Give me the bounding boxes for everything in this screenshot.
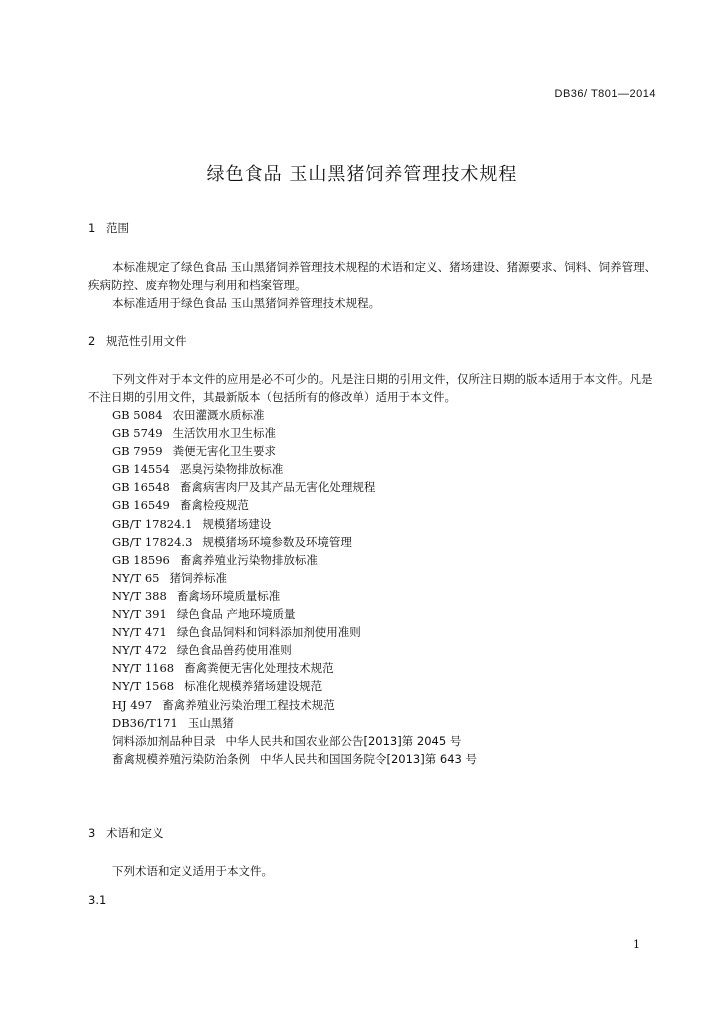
reference-item: [112, 677, 477, 695]
reference-title: 畜禽养殖业污染物排放标准: [179, 552, 318, 567]
reference-item: [112, 442, 477, 460]
reference-item: [112, 496, 477, 514]
reference-code: GB 5084: [112, 408, 163, 422]
reference-code: HJ 497: [112, 697, 153, 712]
reference-title: 恶臭污染物排放标准: [179, 462, 284, 477]
reference-item: [112, 587, 477, 605]
reference-code: GB 18596: [112, 552, 170, 567]
reference-code: GB 5749: [112, 426, 163, 441]
reference-title: 畜禽病害肉尸及其产品无害化处理规程: [179, 480, 376, 495]
section-number: 2: [88, 334, 96, 348]
reference-title: 畜禽场环境质量标准: [176, 588, 281, 603]
reference-code: NY/T 471: [112, 625, 167, 640]
reference-item: [112, 714, 477, 732]
reference-code: NY/T 391: [112, 607, 167, 622]
clause-number: 3.1: [88, 893, 107, 907]
section-heading-references: [88, 333, 187, 349]
reference-title: 畜禽检疫规范: [179, 498, 249, 513]
section-title: 范围: [106, 221, 129, 235]
reference-code: GB 7959: [112, 444, 163, 459]
reference-item: [112, 515, 477, 533]
terms-intro-paragraph: 下列术语和定义适用于本文件。: [112, 864, 273, 878]
reference-title: 玉山黑猪: [187, 715, 234, 730]
reference-title: 中华人民共和国农业部公告[2013]第 2045 号: [225, 733, 462, 748]
reference-title: 中华人民共和国国务院令[2013]第 643 号: [260, 751, 477, 766]
reference-item: [112, 696, 477, 714]
reference-code: GB/T 17824.3: [112, 534, 193, 549]
reference-code: GB 14554: [112, 462, 170, 477]
reference-item: [112, 641, 477, 659]
section-heading-terms: [88, 825, 164, 841]
reference-item: [112, 659, 477, 677]
reference-code: DB36/T171: [112, 715, 178, 730]
reference-list: [112, 406, 477, 768]
reference-code: NY/T 1168: [112, 661, 175, 676]
section-title: 规范性引用文件: [106, 334, 187, 348]
reference-title: 绿色食品饲料和饲料添加剂使用准则: [176, 625, 361, 640]
references-intro-paragraph: 下列文件对于本文件的应用是必不可少的。凡是注日期的引用文件，仅所注日期的版本适用于本文件。凡是不注日期的引用文件，其最新版本（包括所有的修改单）适用于本文件。: [88, 372, 653, 404]
reference-code: NY/T 388: [112, 588, 167, 603]
reference-item: [112, 460, 477, 478]
reference-item: [112, 750, 477, 768]
reference-title: 生活饮用水卫生标准: [172, 426, 277, 441]
reference-item: [112, 605, 477, 623]
reference-title: 规模猪场建设: [202, 516, 272, 531]
reference-code: 饲料添加剂品种目录: [112, 733, 216, 748]
reference-item: [112, 551, 477, 569]
reference-title: 农田灌溉水质标准: [172, 408, 265, 422]
reference-title: 粪便无害化卫生要求: [172, 444, 277, 459]
reference-code: NY/T 1568: [112, 679, 175, 694]
reference-title: 畜禽养殖业污染治理工程技术规范: [162, 697, 335, 712]
reference-code: GB 16548: [112, 480, 170, 495]
reference-item: [112, 623, 477, 641]
section-number: 3: [88, 826, 96, 840]
reference-item: [112, 533, 477, 551]
scope-paragraph-2: 本标准适用于绿色食品 玉山黑猪饲养管理技术规程。: [112, 296, 381, 310]
reference-title: 绿色食品兽药使用准则: [176, 643, 292, 658]
scope-paragraph-1: 本标准规定了绿色食品 玉山黑猪饲养管理技术规程的术语和定义、猪场建设、猪源要求、饲料、饲养管理、疾病防控、废弃物处理与利用和档案管理。: [88, 260, 657, 292]
section-heading-scope: [88, 220, 129, 236]
reference-code: GB/T 17824.1: [112, 516, 193, 531]
reference-title: 标准化规模养猪场建设规范: [184, 679, 323, 694]
reference-title: 规模猪场环境参数及环境管理: [202, 534, 352, 549]
reference-code: GB 16549: [112, 498, 170, 513]
section-title: 术语和定义: [106, 826, 164, 840]
reference-item: [112, 424, 477, 442]
document-title: 绿色食品 玉山黑猪饲养管理技术规程: [206, 164, 518, 185]
page-number: 1: [633, 938, 640, 951]
reference-item: [112, 732, 477, 750]
reference-item: [112, 406, 477, 424]
standard-code: DB36/ T801—2014: [554, 88, 656, 100]
reference-title: 猪饲养标准: [169, 570, 227, 585]
reference-title: 畜禽粪便无害化处理技术规范: [184, 661, 334, 676]
reference-code: NY/T 472: [112, 643, 167, 658]
reference-code: 畜禽规模养殖污染防治条例: [112, 751, 250, 766]
reference-item: [112, 569, 477, 587]
reference-title: 绿色食品 产地环境质量: [176, 607, 296, 622]
reference-code: NY/T 65: [112, 570, 160, 585]
reference-item: [112, 478, 477, 496]
section-number: 1: [88, 221, 96, 235]
